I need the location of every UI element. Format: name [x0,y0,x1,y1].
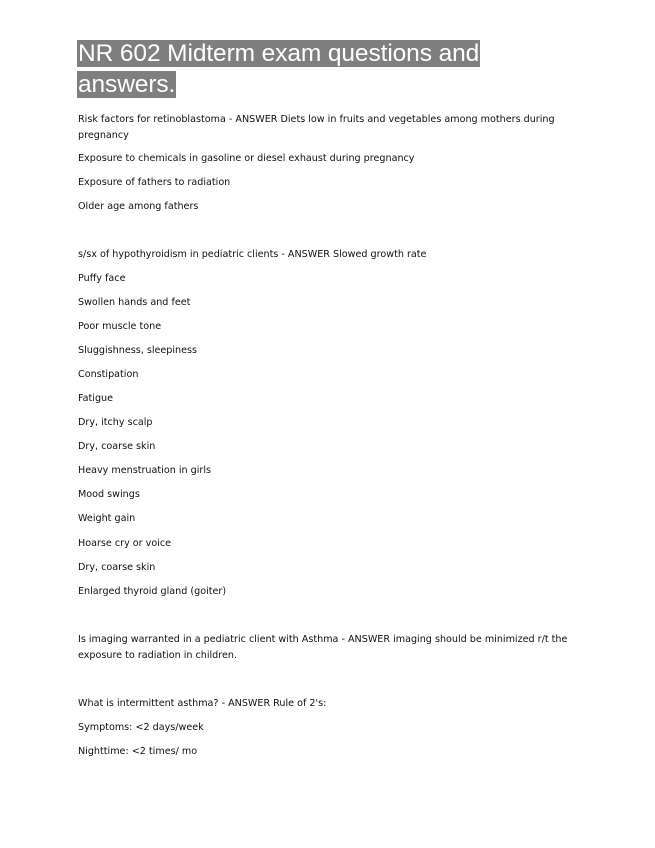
list-item: Older age among fathers [78,201,199,212]
list-item: Heavy menstruation in girls [78,465,211,476]
document-title-text: NR 602 Midterm exam questions and answers. [78,40,480,98]
list-item: Weight gain [78,513,136,524]
list-item: Dry, itchy scalp [78,417,153,428]
list-item: Symptoms: <2 days/week [78,722,204,733]
list-item: Hoarse cry or voice [78,538,172,549]
question-asthma-imaging: Is imaging warranted in a pediatric client with Asthma - ANSWER imaging should be minimized r/t the exposure to radiation in children. [78,634,568,661]
question-intermittent-asthma: What is intermittent asthma? - ANSWER Rule of 2's: [78,698,327,709]
list-item: Sluggishness, sleepiness [78,345,198,356]
list-item: Exposure to chemicals in gasoline or diesel exhaust during pregnancy [78,153,415,164]
list-item: Dry, coarse skin [78,562,156,573]
list-item: Exposure of fathers to radiation [78,177,231,188]
list-item: Mood swings [78,489,140,500]
question-hypothyroidism: s/sx of hypothyroidism in pediatric clients - ANSWER Slowed growth rate [78,249,427,260]
question-retinoblastoma: Risk factors for retinoblastoma - ANSWER Diets low in fruits and vegetables among mothers during pregnancy [78,114,555,141]
list-item: Nighttime: <2 times/ mo [78,746,198,757]
list-item: Poor muscle tone [78,321,162,332]
list-item: Fatigue [78,393,114,404]
list-item: Constipation [78,369,139,380]
document-title [77,39,577,100]
list-item: Puffy face [78,273,126,284]
list-item: Enlarged thyroid gland (goiter) [78,586,227,597]
list-item: Dry, coarse skin [78,441,156,452]
list-item: Swollen hands and feet [78,297,191,308]
